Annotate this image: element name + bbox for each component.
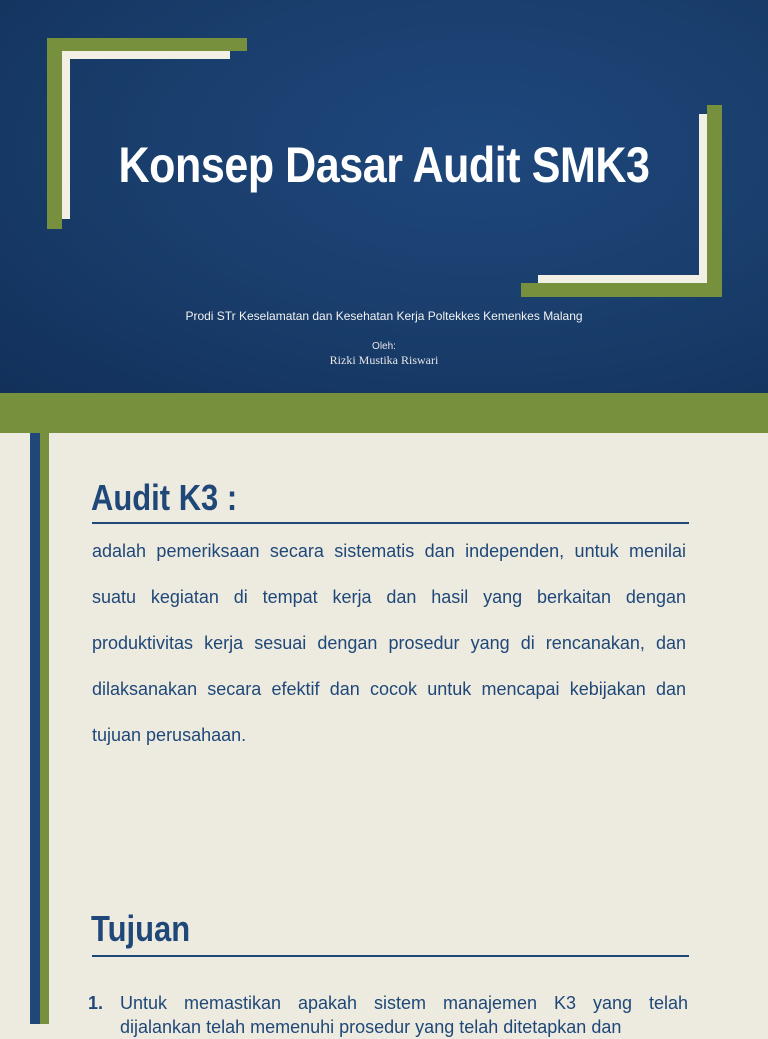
- side-accent-green: [40, 433, 49, 1024]
- corner-frame-top-left-green-horizontal: [47, 38, 247, 51]
- audit-k3-heading: Audit K3 :: [91, 477, 238, 518]
- heading-underline: [92, 955, 689, 957]
- tujuan-heading: Tujuan: [91, 908, 191, 949]
- corner-frame-bottom-right-green-horizontal: [521, 283, 722, 297]
- title-slide: [0, 0, 768, 393]
- section-divider-band: [0, 393, 768, 433]
- audit-definition-text: adalah pemeriksaan secara sistematis dan independen, untuk menilai suatu kegiatan di tempat kerja dan hasil yang berkaitan dengan produktivitas kerja sesuai dengan prosedur yang di rencanakan, dan dilaksanakan secara efektif dan cocok untuk mencapai kebijakan dan tujuan perusahaan.: [92, 541, 686, 745]
- slide-subtitle: Prodi STr Keselamatan dan Kesehatan Kerja Poltekkes Kemenkes Malang: [185, 309, 583, 323]
- corner-frame-bottom-right-cream-horizontal: [538, 275, 707, 283]
- author-name: Rizki Mustika Riswari: [329, 353, 439, 367]
- list-item-text: Untuk memastikan apakah sistem manajemen K3 yang telah dijalankan telah memenuhi prosedur yang telah ditetapkan dan: [120, 993, 688, 1037]
- list-item-number: 1.: [88, 993, 104, 1013]
- slide-title: Konsep Dasar Audit SMK3: [118, 137, 650, 193]
- tujuan-list: [88, 991, 688, 1039]
- list-item: [88, 991, 688, 1039]
- author-label: Oleh:: [372, 341, 396, 352]
- heading-underline: [92, 522, 689, 524]
- corner-frame-top-left-cream-horizontal: [62, 51, 230, 59]
- side-accent-blue: [30, 433, 40, 1024]
